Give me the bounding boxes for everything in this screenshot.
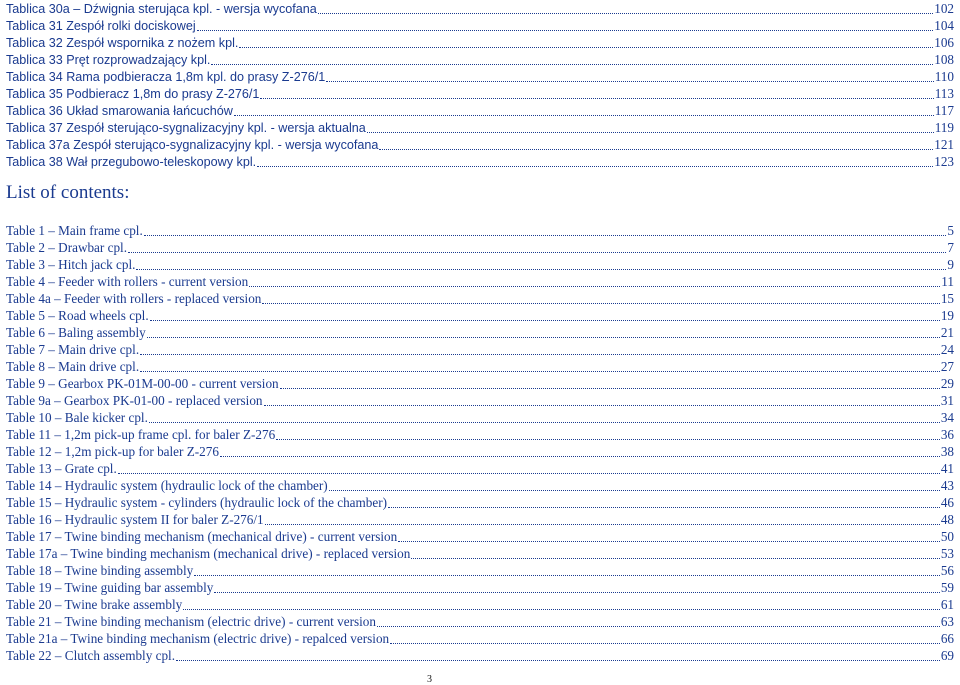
toc-entry-page: 63 <box>940 614 954 629</box>
toc-entry-title: Table 21a – Twine binding mechanism (electric drive) - repalced version <box>6 631 390 646</box>
toc-entry-title: Table 7 – Main drive cpl. <box>6 342 140 357</box>
toc-entry[interactable] <box>6 239 954 256</box>
toc-entry[interactable] <box>6 579 954 596</box>
toc-entry-page: 48 <box>940 512 954 527</box>
toc-entry-title: Table 17 – Twine binding mechanism (mechanical drive) - current version <box>6 529 398 544</box>
toc-entry-title: Tablica 36 Układ smarowania łańcuchów <box>6 104 233 118</box>
toc-entry-title: Table 16 – Hydraulic system II for baler Z-276/1 <box>6 512 264 527</box>
toc-entry-page: 66 <box>940 631 954 646</box>
toc-entry-title: Table 17a – Twine binding mechanism (mechanical drive) - replaced version <box>6 546 411 561</box>
toc-entry-page: 41 <box>940 461 954 476</box>
toc-entry[interactable] <box>6 290 954 307</box>
document-page <box>6 0 954 664</box>
toc-entry[interactable] <box>6 273 954 290</box>
toc-entry[interactable] <box>6 562 954 579</box>
dot-leader <box>262 292 939 304</box>
toc-entry-title: Table 4 – Feeder with rollers - current version <box>6 274 249 289</box>
toc-entry-page: 113 <box>934 86 954 101</box>
toc-entry-page: 21 <box>940 325 954 340</box>
dot-leader <box>150 309 940 321</box>
dot-leader <box>234 104 934 116</box>
dot-leader <box>147 326 940 338</box>
toc-entry[interactable] <box>6 51 954 68</box>
dot-leader <box>214 581 939 593</box>
toc-entry[interactable] <box>6 528 954 545</box>
dot-leader <box>140 360 940 372</box>
dot-leader <box>144 224 947 236</box>
toc-entry-title: Table 13 – Grate cpl. <box>6 461 117 476</box>
toc-entry-page: 31 <box>940 393 954 408</box>
toc-entry[interactable] <box>6 256 954 273</box>
toc-entry[interactable] <box>6 596 954 613</box>
toc-entry-title: Tablica 31 Zespół rolki dociskowej <box>6 19 196 33</box>
dot-leader <box>411 547 939 559</box>
toc-entry-title: Table 4a – Feeder with rollers - replaced version <box>6 291 262 306</box>
toc-entry[interactable] <box>6 613 954 630</box>
english-toc-list <box>6 222 954 664</box>
toc-entry-title: Table 18 – Twine binding assembly <box>6 563 194 578</box>
toc-entry-title: Table 5 – Road wheels cpl. <box>6 308 149 323</box>
toc-entry-page: 123 <box>934 154 954 169</box>
toc-entry-page: 108 <box>934 52 954 67</box>
toc-entry-title: Table 10 – Bale kicker cpl. <box>6 410 148 425</box>
toc-entry-page: 106 <box>934 35 954 50</box>
dot-leader <box>280 377 940 389</box>
dot-leader <box>379 138 933 150</box>
dot-leader <box>326 70 933 82</box>
dot-leader <box>260 87 933 99</box>
toc-entry[interactable] <box>6 392 954 409</box>
toc-entry-page: 50 <box>940 529 954 544</box>
toc-entry-page: 11 <box>941 274 954 289</box>
toc-entry[interactable] <box>6 85 954 102</box>
toc-entry-page: 19 <box>940 308 954 323</box>
dot-leader <box>211 53 933 65</box>
toc-entry[interactable] <box>6 545 954 562</box>
toc-entry[interactable] <box>6 17 954 34</box>
contents-heading: List of contents: <box>6 182 130 203</box>
dot-leader <box>377 615 940 627</box>
toc-entry-title: Tablica 33 Pręt rozprowadzający kpl. <box>6 53 211 67</box>
dot-leader <box>398 530 940 542</box>
dot-leader <box>194 564 940 576</box>
toc-entry-title: Table 21 – Twine binding mechanism (electric drive) - current version <box>6 614 376 629</box>
toc-entry-page: 9 <box>947 257 954 272</box>
dot-leader <box>149 411 940 423</box>
toc-entry-page: 29 <box>940 376 954 391</box>
toc-entry[interactable] <box>6 324 954 341</box>
toc-entry-title: Table 11 – 1,2m pick-up frame cpl. for baler Z-276 <box>6 427 276 442</box>
toc-entry[interactable] <box>6 341 954 358</box>
dot-leader <box>128 241 946 253</box>
dot-leader <box>329 479 940 491</box>
toc-entry[interactable] <box>6 34 954 51</box>
polish-toc-list <box>6 0 954 170</box>
toc-entry-title: Table 1 – Main frame cpl. <box>6 223 143 238</box>
toc-entry[interactable] <box>6 630 954 647</box>
toc-entry[interactable] <box>6 119 954 136</box>
toc-entry-title: Tablica 37a Zespół sterująco-sygnalizacyjny kpl. - wersja wycofana <box>6 138 379 152</box>
dot-leader <box>249 275 940 287</box>
dot-leader <box>183 598 940 610</box>
toc-entry[interactable] <box>6 136 954 153</box>
dot-leader <box>136 258 946 270</box>
toc-entry-page: 69 <box>940 648 954 663</box>
toc-entry[interactable] <box>6 153 954 170</box>
toc-entry[interactable] <box>6 460 954 477</box>
toc-entry-title: Tablica 35 Podbieracz 1,8m do prasy Z-276/1 <box>6 87 260 101</box>
toc-entry[interactable] <box>6 68 954 85</box>
toc-entry-page: 5 <box>947 223 954 238</box>
toc-entry-title: Table 15 – Hydraulic system - cylinders (hydraulic lock of the chamber) <box>6 495 388 510</box>
toc-entry[interactable] <box>6 647 954 664</box>
toc-entry-title: Table 19 – Twine guiding bar assembly <box>6 580 214 595</box>
toc-entry-title: Table 22 – Clutch assembly cpl. <box>6 648 176 663</box>
toc-entry-title: Table 9 – Gearbox PK-01M-00-00 - current version <box>6 376 279 391</box>
dot-leader <box>390 632 940 644</box>
toc-entry-page: 43 <box>940 478 954 493</box>
toc-entry-page: 119 <box>934 120 954 135</box>
dot-leader <box>220 445 940 457</box>
dot-leader <box>257 155 933 167</box>
toc-entry[interactable] <box>6 222 954 239</box>
dot-leader <box>276 428 940 440</box>
dot-leader <box>265 513 940 525</box>
toc-entry-title: Tablica 37 Zespół sterująco-sygnalizacyjny kpl. - wersja aktualna <box>6 121 366 135</box>
toc-entry-page: 102 <box>934 1 954 16</box>
dot-leader <box>388 496 940 508</box>
toc-entry-title: Table 8 – Main drive cpl. <box>6 359 140 374</box>
toc-entry-title: Table 2 – Drawbar cpl. <box>6 240 128 255</box>
toc-entry-page: 121 <box>934 137 954 152</box>
toc-entry-title: Tablica 30a – Dźwignia sterująca kpl. - wersja wycofana <box>6 2 317 16</box>
toc-entry-page: 34 <box>940 410 954 425</box>
toc-entry-title: Table 20 – Twine brake assembly <box>6 597 183 612</box>
toc-entry[interactable] <box>6 0 954 17</box>
toc-entry-title: Table 6 – Baling assembly <box>6 325 146 340</box>
toc-entry-page: 110 <box>934 69 954 84</box>
dot-leader <box>176 649 940 661</box>
toc-entry-title: Tablica 32 Zespół wspornika z nożem kpl. <box>6 36 239 50</box>
toc-entry[interactable] <box>6 443 954 460</box>
toc-entry-title: Tablica 38 Wał przegubowo-teleskopowy kpl. <box>6 155 257 169</box>
toc-entry[interactable] <box>6 426 954 443</box>
toc-entry[interactable] <box>6 358 954 375</box>
toc-entry-title: Table 9a – Gearbox PK-01-00 - replaced version <box>6 393 263 408</box>
toc-entry[interactable] <box>6 102 954 119</box>
toc-entry-page: 61 <box>940 597 954 612</box>
toc-entry-title: Table 14 – Hydraulic system (hydraulic lock of the chamber) <box>6 478 328 493</box>
toc-entry-page: 36 <box>940 427 954 442</box>
toc-entry[interactable] <box>6 409 954 426</box>
toc-entry[interactable] <box>6 307 954 324</box>
dot-leader <box>140 343 940 355</box>
toc-entry-page: 24 <box>940 342 954 357</box>
toc-entry-page: 53 <box>940 546 954 561</box>
toc-entry-page: 15 <box>940 291 954 306</box>
toc-entry-page: 59 <box>940 580 954 595</box>
dot-leader <box>367 121 934 133</box>
toc-entry[interactable] <box>6 494 954 511</box>
toc-entry[interactable] <box>6 375 954 392</box>
toc-entry-title: Table 12 – 1,2m pick-up for baler Z-276 <box>6 444 219 459</box>
toc-entry-page: 27 <box>940 359 954 374</box>
dot-leader <box>318 2 933 14</box>
dot-leader <box>118 462 940 474</box>
toc-entry-page: 46 <box>940 495 954 510</box>
toc-entry-page: 56 <box>940 563 954 578</box>
toc-entry[interactable] <box>6 477 954 494</box>
toc-entry-page: 117 <box>934 103 954 118</box>
toc-entry-title: Tablica 34 Rama podbieracza 1,8m kpl. do prasy Z-276/1 <box>6 70 326 84</box>
dot-leader <box>197 19 934 31</box>
toc-entry-page: 104 <box>934 18 954 33</box>
dot-leader <box>239 36 933 48</box>
toc-entry-page: 38 <box>940 444 954 459</box>
page-number: 3 <box>427 674 432 685</box>
toc-entry-title: Table 3 – Hitch jack cpl. <box>6 257 136 272</box>
dot-leader <box>264 394 940 406</box>
toc-entry-page: 7 <box>947 240 954 255</box>
toc-entry[interactable] <box>6 511 954 528</box>
